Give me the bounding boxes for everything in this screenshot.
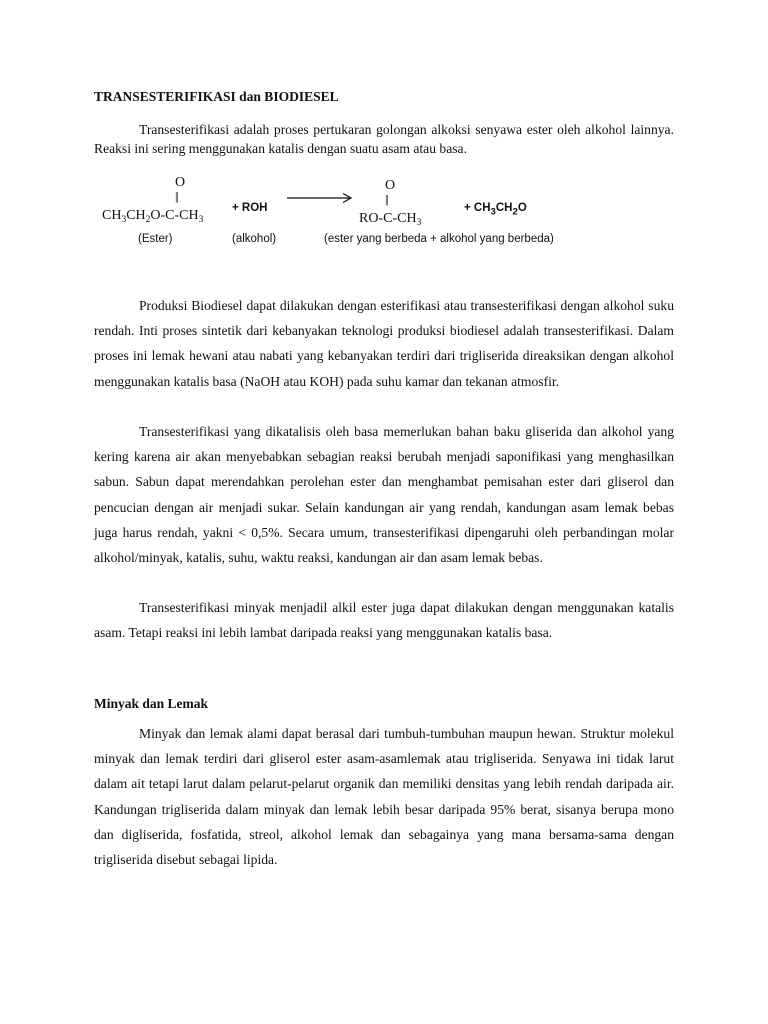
paragraph-katalis-basa: Transesterifikasi yang dikatalisis oleh basa memerlukan bahan baku gliserida dan alkohol yang kering karena air akan menyebabkan sebagian reaksi berubah menjadi saponifikasi yang menghasilkan sabun. Sabun dapat merendahkan perolehan ester dan menghambat pemisahan ester dari gliserol dan pencucian dengan air menjadi sukar. Selain kandungan air yang rendah, kandungan asam lemak bebas juga harus rendah, yakni < 0,5%. Secara umum, transesterifikasi dipengaruhi oleh perbandingan molar alkohol/minyak, katalis, suhu, waktu reaksi, kandungan air dan asam lemak bebas. [94, 424, 674, 566]
paragraph-katalis-asam: Transesterifikasi minyak menjadil alkil ester juga dapat dilakukan dengan menggunakan katalis asam. Tetapi reaksi ini lebih lambat daripada reaksi yang menggunakan katalis basa. [94, 600, 674, 641]
reaction-arrow-icon [286, 192, 354, 204]
label-alkohol: (alkohol) [232, 233, 277, 245]
paragraph-produksi-biodiesel: Produksi Biodiesel dapat dilakukan dengan esterifikasi atau transesterifikasi dengan alkohol suku rendah. Inti proses sintetik dari kebanyakan teknologi produksi biodiesel adalah transesterifikasi. Dalam proses ini lemak hewani atau nabati yang kebanyakan terdiri dari trigliserida direaksikan dengan alkohol menggunakan katalis basa (NaOH atau KOH) pada suhu kamar dan tekanan atmosfir. [94, 298, 674, 389]
product-ester-formula: $RO-C-CH_3$ [359, 211, 422, 228]
label-ester: (Ester) [138, 233, 173, 245]
byproduct-ethanol: + $CH_3CH_2O$ [464, 202, 527, 218]
reactant-carbonyl-oxygen: O [175, 175, 186, 190]
reagent-alcohol: + ROH [232, 202, 268, 214]
paragraph-minyak-lemak: Minyak dan lemak alami dapat berasal dari tumbuh-tumbuhan maupun hewan. Struktur molekul minyak dan lemak terdiri dari gliserol ester asam-asamlemak atau trigliserida. Senyawa ini tidak larut dalam ait tetapi larut dalam pelarut-pelarut organik dan memiliki densitas yang lebih rendah daripada air. Kandungan trigliserida dalam minyak dan lemak lebih besar daripada 95% berat, sisanya berupa mono dan digliserida, fosfatida, streol, alkohol lemak dan sebagainya yang mana bersama-sama dengan trigliserida disebut sebagai lipida. [94, 726, 674, 868]
reactant-double-bond: || [175, 189, 178, 203]
section-title-minyak-lemak: Minyak dan Lemak [94, 696, 209, 711]
section-title-transesterifikasi: TRANSESTERIFIKASI dan BIODIESEL [94, 89, 339, 104]
reactant-ester-formula: $CH_3CH_2O-C-CH_3$ [102, 208, 204, 225]
product-double-bond: || [385, 192, 388, 206]
intro-paragraph: Transesterifikasi adalah proses pertukaran golongan alkoksi senyawa ester oleh alkohol lainnya. Reaksi ini sering menggunakan katalis dengan suatu asam atau basa. [94, 122, 674, 156]
product-carbonyl-oxygen: O [385, 178, 396, 193]
label-products: (ester yang berbeda + alkohol yang berbeda) [324, 233, 554, 245]
